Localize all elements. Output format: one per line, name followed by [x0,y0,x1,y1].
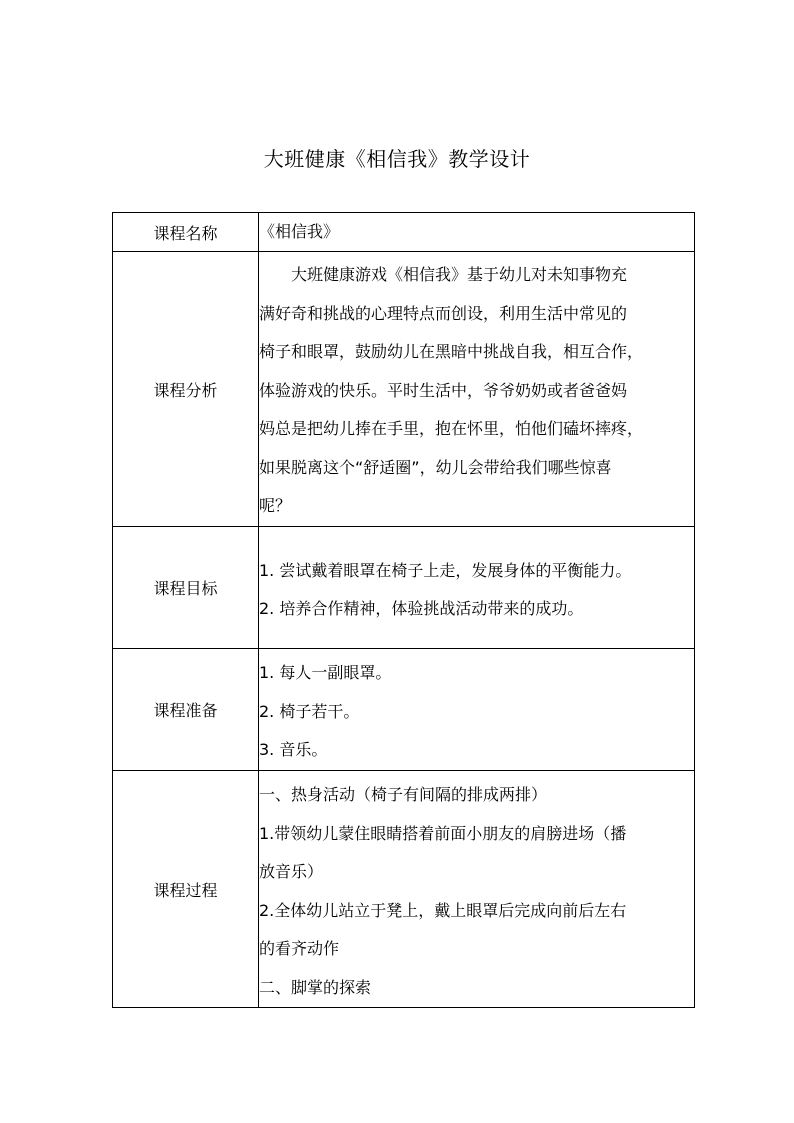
course-name-text: 《相信我》 [259,222,340,241]
table-row-course-preparation [113,649,695,771]
lesson-plan-table [112,212,695,1008]
preparation-item: 2. 椅子若干。 [259,701,360,721]
course-preparation-label: 课程准备 [113,649,259,771]
course-process-label: 课程过程 [113,771,259,1008]
table-row-course-process [113,771,695,1008]
document-title: 大班健康《相信我》教学设计 [263,147,531,171]
table-row-course-analysis [113,252,695,527]
course-goals-label: 课程目标 [113,527,259,649]
process-line: 一、热身活动（椅子有间隔的排成两排） [259,785,548,804]
process-line: 放音乐） [259,862,324,881]
process-line: 二、脚掌的探索 [259,977,372,997]
analysis-line: 如果脱离这个“舒适圈”，幼儿会带给我们哪些惊喜 [259,457,612,477]
table-row-course-goals [113,527,695,649]
goal-item: 2. 培养合作精神，体验挑战活动带来的成功。 [259,599,584,618]
goal-item: 1. 尝试戴着眼罩在椅子上走，发展身体的平衡能力。 [259,560,632,580]
process-line: 的看齐动作 [259,939,340,958]
process-line: 1.带领幼儿蒙住眼睛搭着前面小朋友的肩膀进场（播 [259,823,627,843]
course-goals-value [259,527,695,649]
course-name-label: 课程名称 [113,213,259,252]
course-name-value [259,213,695,252]
process-line: 2.全体幼儿站立于凳上，戴上眼罩后完成向前后左右 [259,900,627,920]
course-analysis-label: 课程分析 [113,252,259,527]
course-preparation-value [259,649,695,771]
analysis-line: 满好奇和挑战的心理特点而创设，利用生活中常见的 [259,303,628,323]
analysis-line: 椅子和眼罩，鼓励幼儿在黑暗中挑战自我，相互合作， [259,342,644,362]
preparation-item: 1. 每人一副眼罩。 [259,663,392,683]
preparation-item: 3. 音乐。 [259,740,328,760]
table-row-course-name [113,213,695,252]
analysis-line: 呢？ [259,496,292,516]
course-process-value [259,771,695,1008]
analysis-line: 体验游戏的快乐。平时生活中，爷爷奶奶或者爸爸妈 [259,380,628,400]
course-analysis-value [259,252,695,527]
analysis-line: 妈总是把幼儿捧在手里，抱在怀里，怕他们磕坏摔疼， [259,419,644,439]
analysis-line: 大班健康游戏《相信我》基于幼儿对未知事物充 [291,265,628,285]
